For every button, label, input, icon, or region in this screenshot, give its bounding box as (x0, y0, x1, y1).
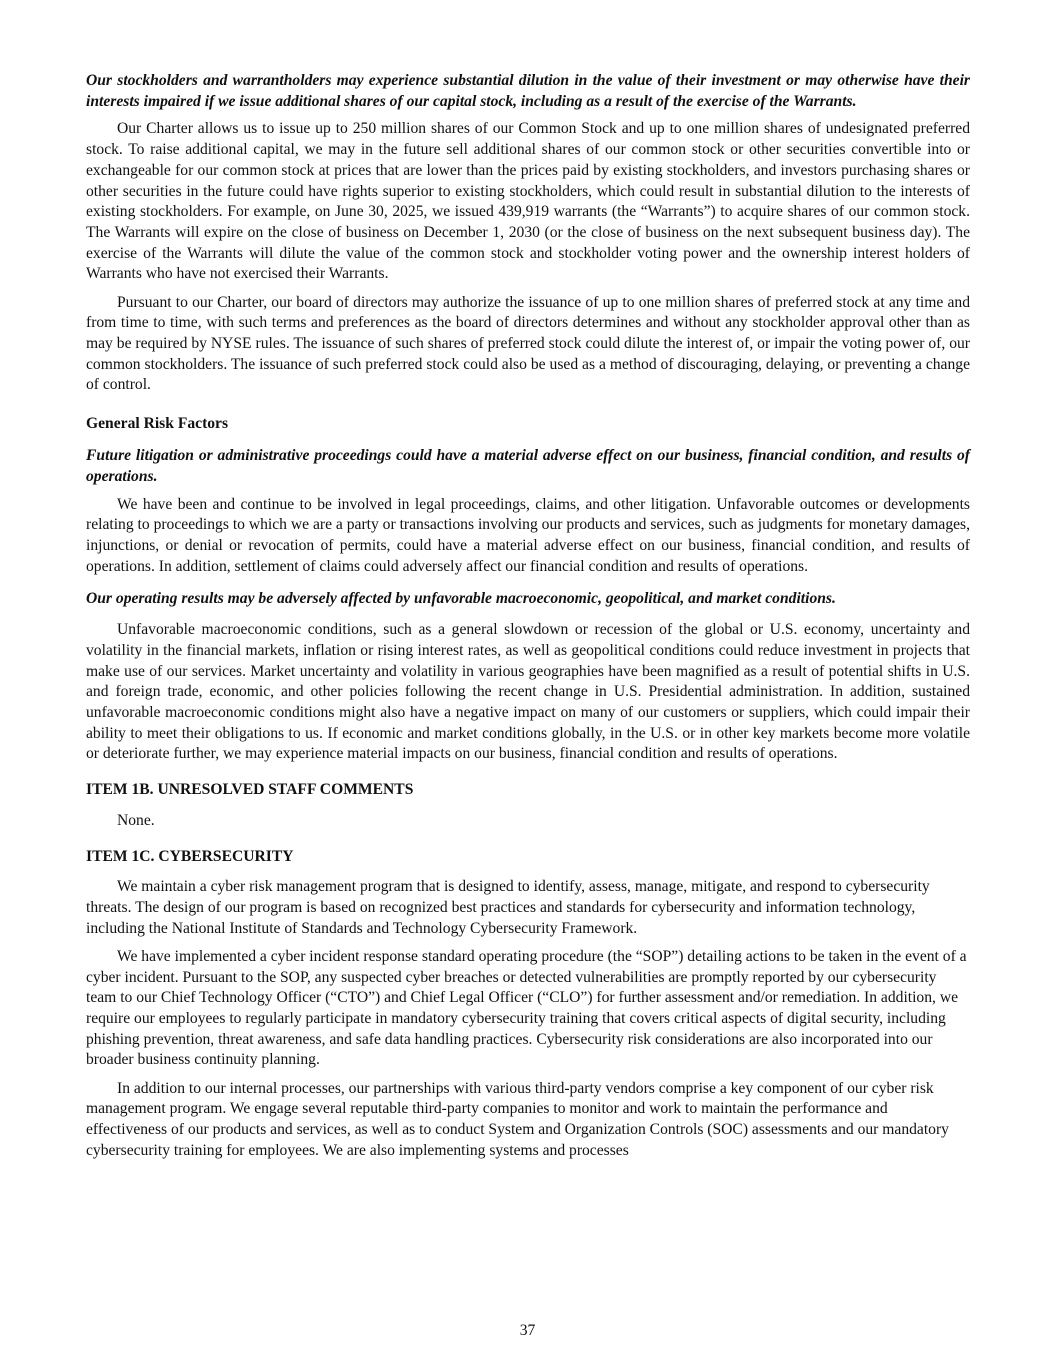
item-1c-section (86, 847, 970, 1162)
paragraph-cyber-program: We maintain a cyber risk management program that is designed to identify, assess, manage, mitigate, and respond to cybersecurity threats. The design of our program is based on recognized best practices and standards for cybersecurity and information technology, including the National Institute of Standards and Technology Cybersecurity Framework. (86, 878, 930, 937)
item-1c-heading: ITEM 1C. CYBERSECURITY (86, 847, 294, 865)
page-number: 37 (519, 1322, 536, 1339)
litigation-risk-section (86, 446, 970, 577)
risk-heading-macroeconomic: Our operating results may be adversely affected by unfavorable macroeconomic, geopolitical, and market conditions. (86, 590, 836, 608)
document-page (86, 71, 970, 1169)
spacer (86, 404, 970, 414)
risk-heading-dilution: Our stockholders and warrantholders may experience substantial dilution in the value of their investment or may otherwise have their interests impaired if we issue additional shares of our capital stock, including as a result of the exercise of the Warrants. (86, 72, 970, 110)
section-heading-general-risk-factors: General Risk Factors (86, 414, 229, 432)
macroeconomic-risk-section (86, 589, 970, 765)
risk-heading-litigation: Future litigation or administrative proceedings could have a material adverse effect on our business, financial condition, and results of operations. (86, 447, 970, 485)
item-1b-section (86, 780, 970, 831)
dilution-risk-section (86, 71, 970, 396)
paragraph-charter-shares: Our Charter allows us to issue up to 250 million shares of our Common Stock and up to one million shares of undesignated preferred stock. To raise additional capital, we may in the future sell additional shares of our common stock or other securities convertible into or exchangeable for our common stock at prices that are lower than the prices paid by existing stockholders, and investors purchasing shares or other securities in the future could have rights superior to existing stockholders, which could result in substantial dilution to the interests of existing stockholders. For example, on June 30, 2025, we issued 439,919 warrants (the “Warrants”) to acquire shares of our common stock. The Warrants will expire on the close of business on December 1, 2030 (or the close of business on the next subsequent business day). The exercise of the Warrants will dilute the value of the common stock and stockholder voting power and the ownership interest holders of Warrants who have not exercised their Warrants. (86, 120, 970, 283)
paragraph-none: None. (117, 811, 155, 829)
paragraph-macroeconomic: Unfavorable macroeconomic conditions, such as a general slowdown or recession of the global or U.S. economy, uncertainty and volatility in the financial markets, inflation or rising interest rates, as well as geopolitical conditions could reduce investment in projects that make use of our services. Market uncertainty and volatility in various geographies have been magnified as a result of potential shifts in U.S. and foreign trade, economic, and other policies following the recent change in U.S. Presidential administration. In addition, sustained unfavorable macroeconomic conditions might also have a negative impact on many of our customers or suppliers, which could impair their ability to meet their obligations to us. If economic and market conditions globally, in the U.S. or in other key markets become more volatile or deteriorate further, we may experience material impacts on our business, financial condition and results of operations. (86, 621, 970, 763)
item-1b-heading: ITEM 1B. UNRESOLVED STAFF COMMENTS (86, 781, 414, 799)
paragraph-incident-sop: We have implemented a cyber incident response standard operating procedure (the “SOP”) detailing actions to be taken in the event of a cyber incident. Pursuant to the SOP, any suspected cyber breaches or detected vulnerabilities are promptly reported by our cybersecurity team to our Chief Technology Officer (“CTO”) and Chief Legal Officer (“CLO”) for further assessment and/or remediation. In addition, we require our employees to regularly participate in mandatory cybersecurity training that covers critical aspects of digital security, including phishing prevention, threat awareness, and safe data handling practices. Cybersecurity risk considerations are also incorporated into our broader business continuity planning. (86, 947, 967, 1069)
paragraph-third-party-vendors: In addition to our internal processes, our partnerships with various third-party vendors comprise a key component of our cyber risk management program. We engage several reputable third-party companies to monitor and work to maintain the performance and effectiveness of our products and services, as well as to conduct System and Organization Controls (SOC) assessments and our mandatory cybersecurity training for employees. We are also implementing systems and processes (86, 1079, 949, 1159)
paragraph-preferred-stock: Pursuant to our Charter, our board of directors may authorize the issuance of up to one million shares of preferred stock at any time and from time to time, with such terms and preferences as the board of directors determines and without any stockholder approval other than as may be required by NYSE rules. The issuance of such shares of preferred stock could dilute the interest of, or impair the voting power of, our common stockholders. The issuance of such preferred stock could also be used as a method of discouraging, delaying, or preventing a change of control. (86, 293, 970, 394)
paragraph-litigation: We have been and continue to be involved in legal proceedings, claims, and other litigation. Unfavorable outcomes or developments relating to proceedings to which we are a party or transactions involving our products and services, such as judgments for monetary damages, injunctions, or denial or revocation of permits, could have a material adverse effect on our business, financial condition, and results of operations. In addition, settlement of claims could adversely affect our financial condition and results of operations. (86, 495, 970, 575)
